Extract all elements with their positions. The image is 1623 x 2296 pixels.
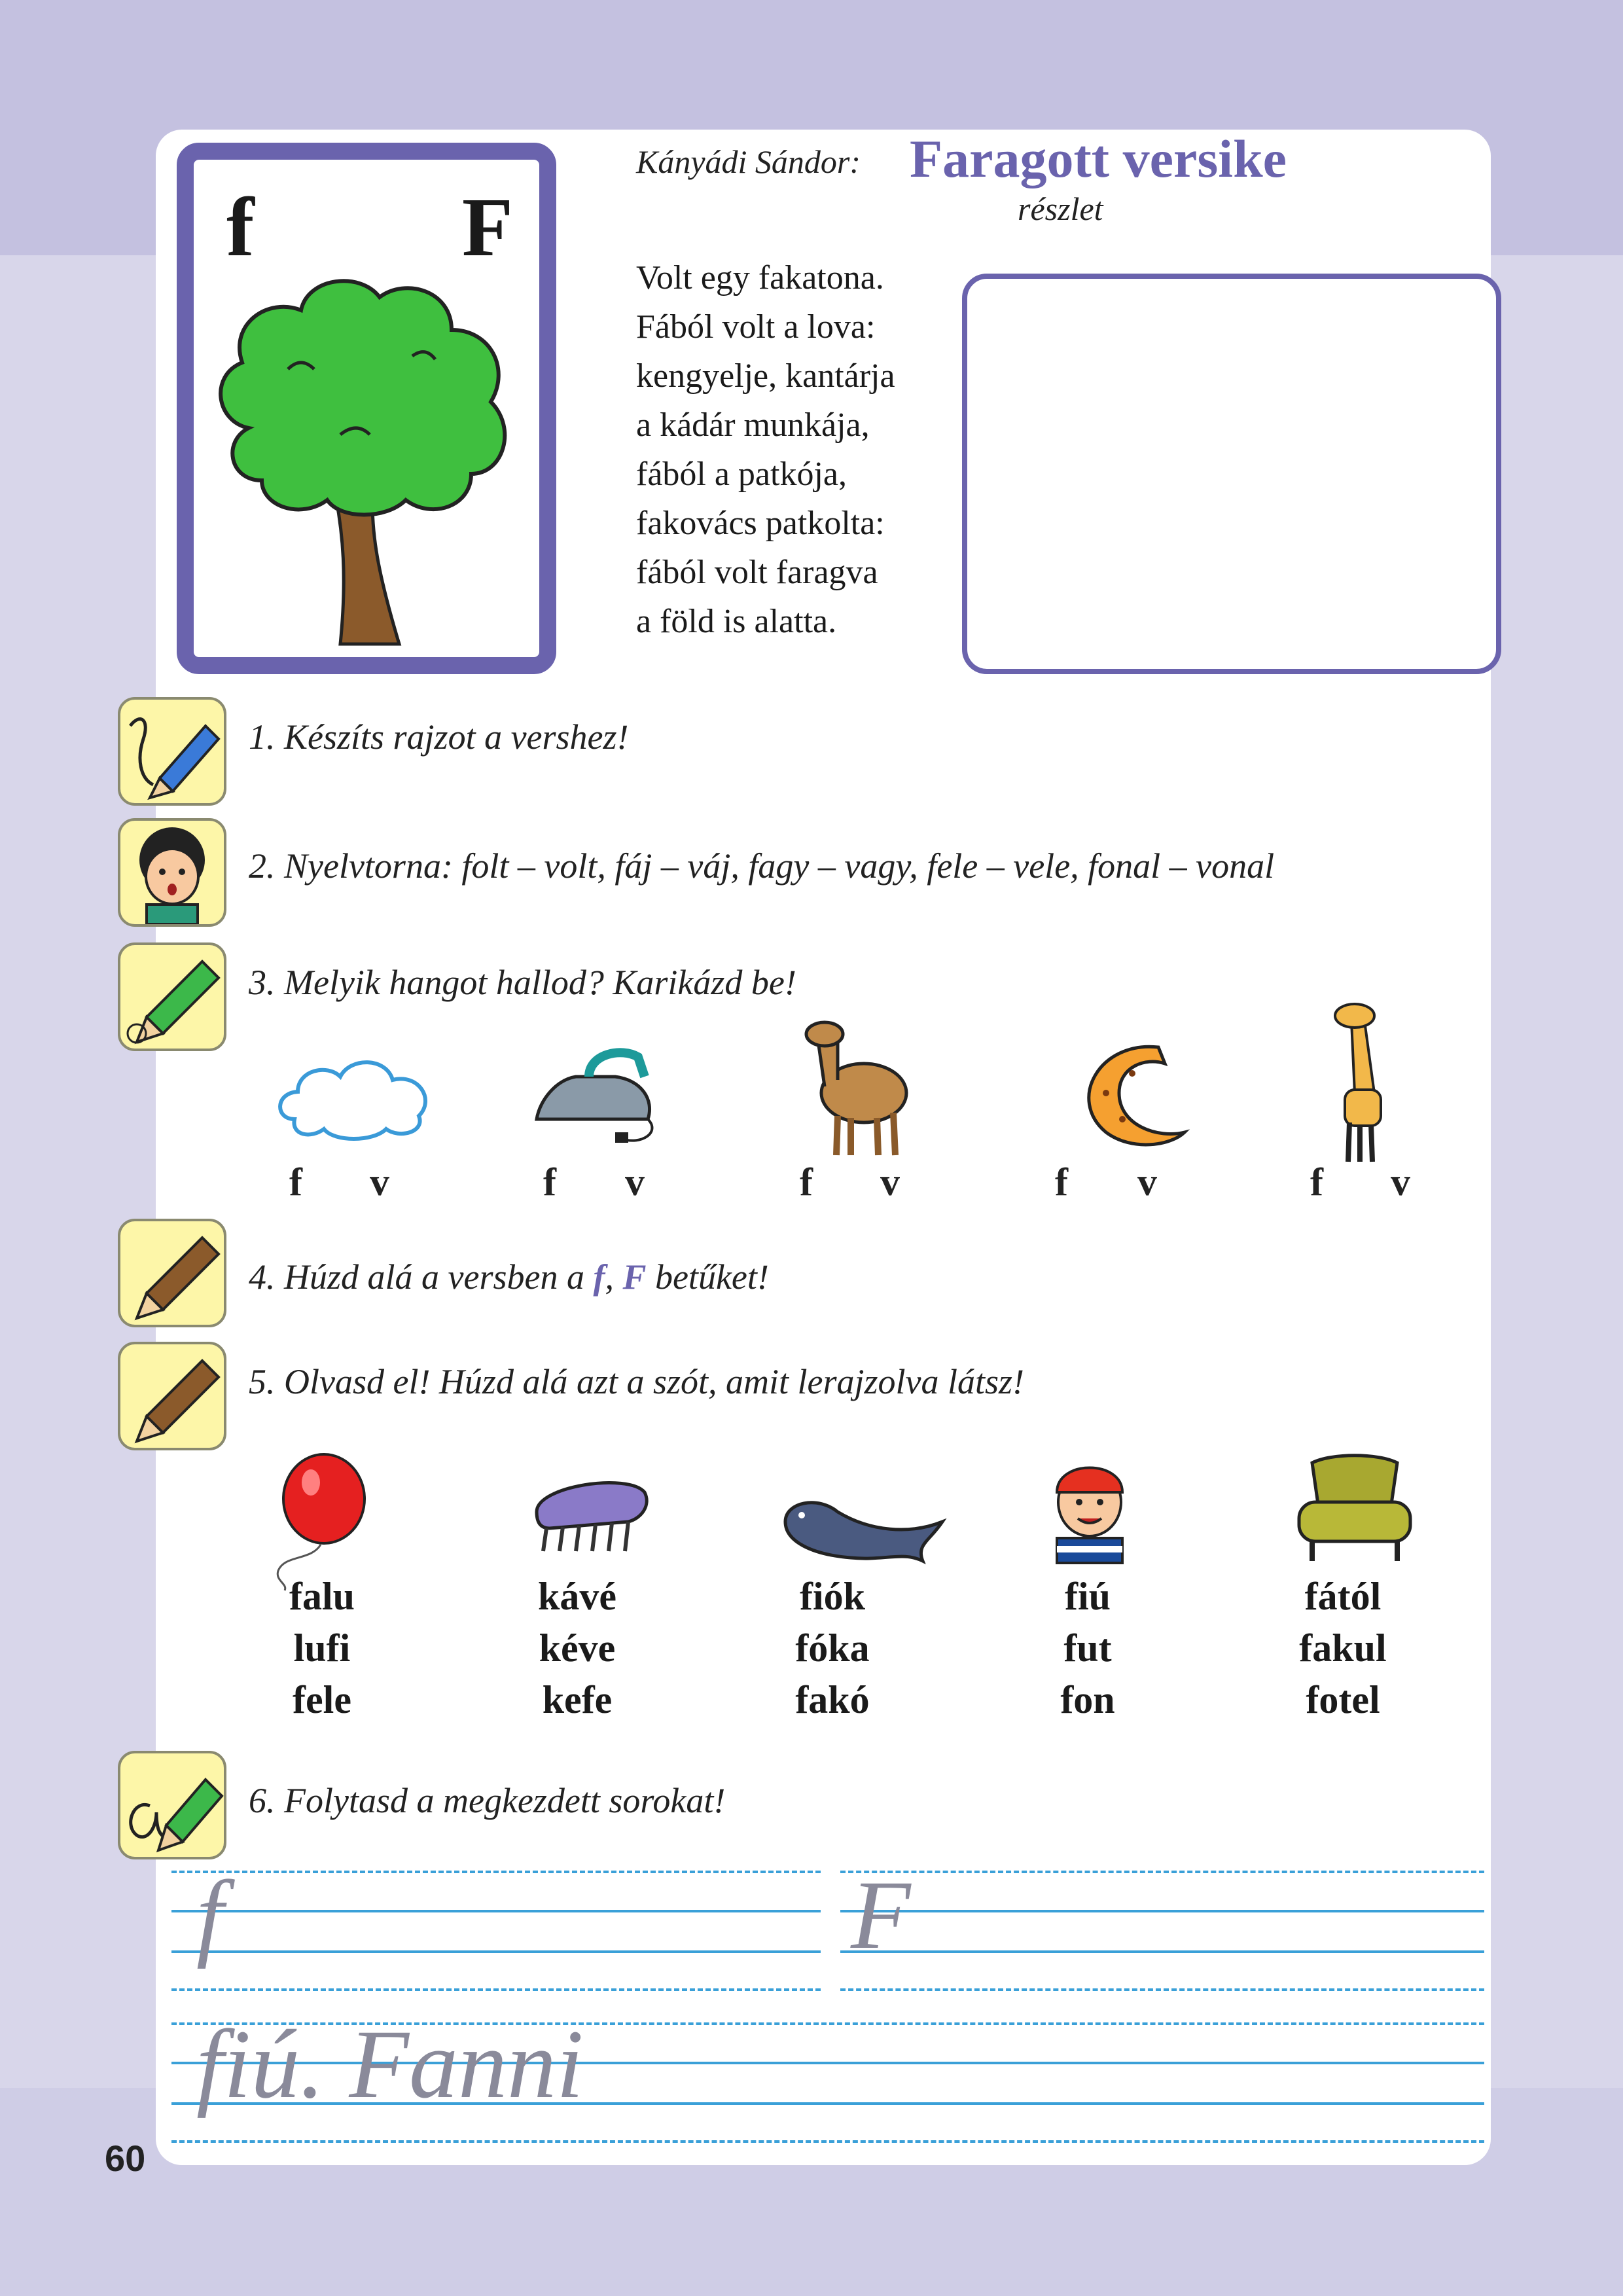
pencil-underline-icon <box>118 1219 226 1327</box>
pencil-circle-icon <box>118 942 226 1051</box>
tree-illustration <box>209 271 524 651</box>
poem-line: fából a patkója, <box>636 456 847 493</box>
poem-subtitle: részlet <box>1018 190 1103 227</box>
boy-picture <box>1037 1446 1142 1564</box>
task-2-text: 2. Nyelvtorna: folt – volt, fáj – váj, fagy – vagy, fele – vele, fonal – vonal <box>249 846 1275 886</box>
choice-f[interactable]: f <box>543 1160 556 1204</box>
cloud-picture <box>275 1047 438 1145</box>
handwriting-sample: fiú. Fanni <box>196 2010 584 2119</box>
writing-area-3[interactable] <box>654 2025 1479 2138</box>
choice-v[interactable]: v <box>1137 1160 1157 1204</box>
word-option[interactable]: fotel <box>1306 1678 1380 1721</box>
word-option[interactable]: fától <box>1304 1575 1382 1618</box>
task-6-text: 6. Folytasd a megkezdett sorokat! <box>249 1781 726 1820</box>
choice-v[interactable]: v <box>1391 1160 1410 1204</box>
armchair-picture <box>1293 1450 1417 1564</box>
word-option[interactable]: fiú <box>1064 1575 1111 1618</box>
choice-v[interactable]: v <box>880 1160 900 1204</box>
iron-picture <box>524 1041 674 1152</box>
poem-line: Volt egy fakatona. <box>636 259 884 296</box>
word-option[interactable]: kéve <box>539 1626 616 1670</box>
poem-title: Faragott versike <box>910 129 1287 188</box>
croissant-picture <box>1060 1028 1191 1152</box>
poem-line: Fából volt a lova: <box>636 308 876 346</box>
task-5-text: 5. Olvasd el! Húzd alá azt a szót, amit lerajzolva látsz! <box>249 1362 1024 1401</box>
word-option[interactable]: kefe <box>542 1678 613 1721</box>
letter-card <box>177 143 556 674</box>
word-option[interactable]: fut <box>1063 1626 1112 1670</box>
word-option[interactable]: lufi <box>293 1626 351 1670</box>
pencil-underline-icon <box>118 1342 226 1450</box>
word-option[interactable]: fóka <box>795 1626 870 1670</box>
poem-line: kengyelje, kantárja <box>636 357 895 395</box>
choice-v[interactable]: v <box>625 1160 645 1204</box>
word-option[interactable]: fiók <box>799 1575 866 1618</box>
word-option[interactable]: fele <box>293 1678 351 1721</box>
choice-f[interactable]: f <box>289 1160 302 1204</box>
guide-line <box>171 1988 821 1991</box>
brush-picture <box>524 1460 654 1558</box>
word-option[interactable]: fakó <box>795 1678 870 1721</box>
task-1-text: 1. Készíts rajzot a vershez! <box>249 717 629 757</box>
seal-picture <box>772 1476 949 1574</box>
poem-line: fakovács patkolta: <box>636 505 885 542</box>
writing-area-1[interactable] <box>366 1873 818 1986</box>
word-option[interactable]: falu <box>289 1575 355 1618</box>
word-option[interactable]: kávé <box>538 1575 616 1618</box>
choice-v[interactable]: v <box>370 1160 389 1204</box>
card-letter-upper: F <box>461 181 513 274</box>
guide-line <box>840 1988 1484 1991</box>
poem-line: fából volt faragva <box>636 554 878 591</box>
choice-f[interactable]: f <box>800 1160 813 1204</box>
task-4-after: betűket! <box>646 1257 769 1297</box>
drawing-area[interactable] <box>962 274 1501 674</box>
poem-author: Kányádi Sándor: <box>636 143 861 180</box>
poem-line: a föld is alatta. <box>636 603 837 640</box>
word-option[interactable]: fakul <box>1299 1626 1387 1670</box>
task-4-sep: , <box>605 1257 623 1297</box>
choice-f[interactable]: f <box>1055 1160 1068 1204</box>
highlight-f: f <box>593 1257 605 1297</box>
task-3-text: 3. Melyik hangot hallod? Karikázd be! <box>249 963 796 1002</box>
poem-line: a kádár munkája, <box>636 406 870 444</box>
pencil-draw-icon <box>118 697 226 806</box>
word-option[interactable]: fon <box>1060 1678 1115 1721</box>
choice-f[interactable]: f <box>1310 1160 1323 1204</box>
camel-picture <box>798 1008 923 1158</box>
handwriting-sample: f <box>196 1861 224 1969</box>
page-number: 60 <box>105 2138 146 2179</box>
guide-line <box>171 2140 1484 2143</box>
task-4-before: 4. Húzd alá a versben a <box>249 1257 594 1297</box>
pencil-writing-icon <box>118 1751 226 1859</box>
task-4-text <box>249 1257 769 1297</box>
speaking-boy-icon <box>118 818 226 927</box>
balloon-picture <box>259 1450 376 1594</box>
highlight-F: F <box>622 1257 647 1297</box>
writing-area-2[interactable] <box>969 1873 1479 1986</box>
card-letter-lower: f <box>226 181 255 274</box>
giraffe-picture <box>1315 995 1400 1165</box>
handwriting-sample: F <box>851 1861 911 1969</box>
